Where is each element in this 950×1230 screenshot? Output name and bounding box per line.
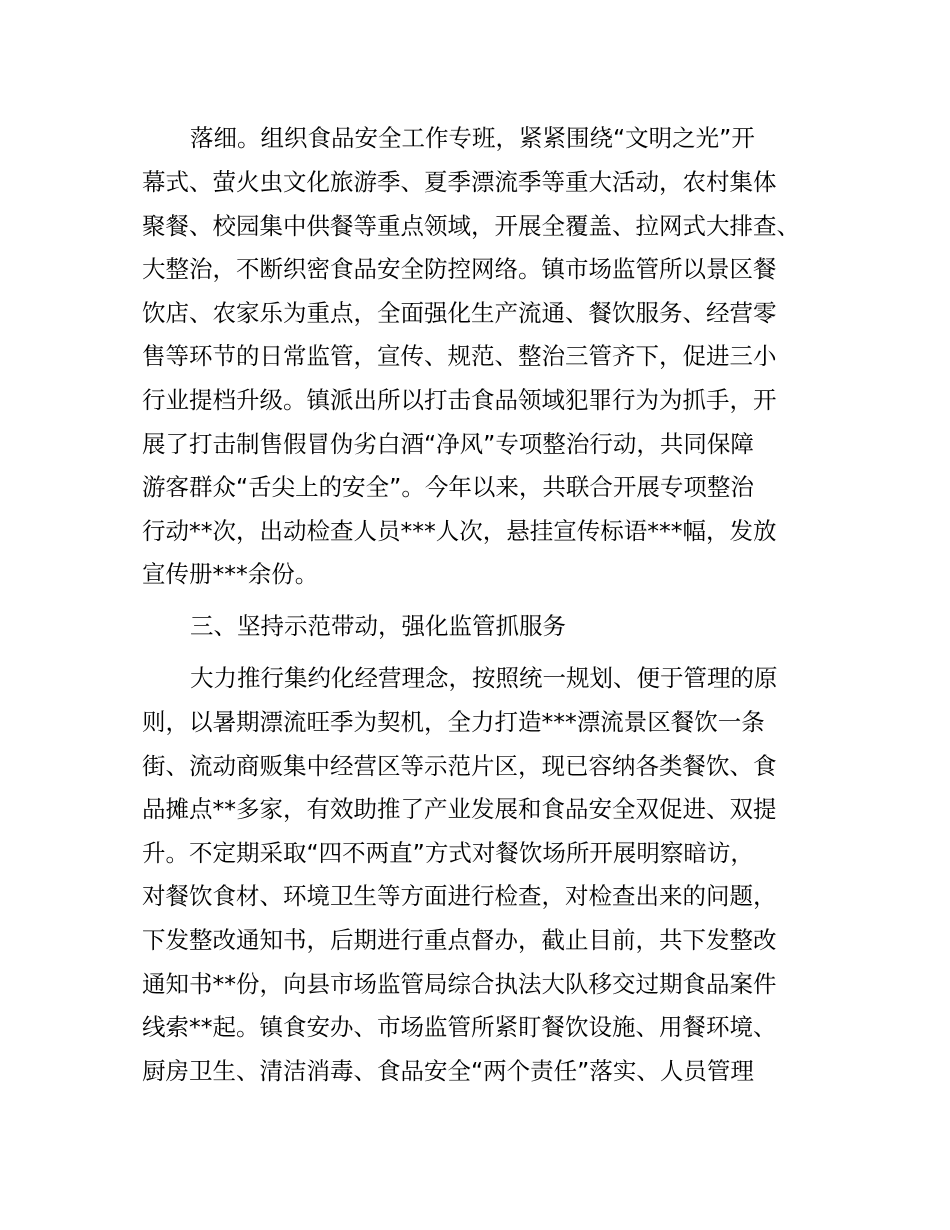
paragraph-line: 通知书**份，向县市场监管局综合执法大队移交过期食品案件 (142, 970, 777, 998)
paragraph-line: 落细。组织食品安全工作专班，紧紧围绕“文明之光”开 (190, 124, 755, 152)
paragraph-line: 品摊点**多家，有效助推了产业发展和食品安全双促进、双提 (142, 795, 777, 823)
section-heading: 三、坚持示范带动，强化监管抓服务 (190, 612, 566, 640)
paragraph-line: 聚餐、校园集中供餐等重点领域，开展全覆盖、拉网式大排查、 (142, 212, 800, 240)
paragraph-line: 大整治，不断织密食品安全防控网络。镇市场监管所以景区餐 (142, 255, 777, 283)
paragraph-line: 厨房卫生、清洁消毒、食品安全“两个责任”落实、人员管理 (142, 1057, 754, 1085)
paragraph-line: 幕式、萤火虫文化旅游季、夏季漂流季等重大活动，农村集体 (142, 168, 777, 196)
paragraph-line: 行动**次，出动检查人员***人次，悬挂宣传标语***幅，发放 (142, 517, 777, 545)
paragraph-line: 街、流动商贩集中经营区等示范片区，现已容纳各类餐饮、食 (142, 752, 777, 780)
paragraph-line: 升。不定期采取“四不两直”方式对餐饮场所开展明察暗访， (142, 839, 754, 867)
paragraph-line: 线索**起。镇食安办、市场监管所紧盯餐饮设施、用餐环境、 (142, 1013, 777, 1041)
paragraph-line: 饮店、农家乐为重点，全面强化生产流通、餐饮服务、经营零 (142, 299, 777, 327)
paragraph-line: 售等环节的日常监管，宣传、规范、整治三管齐下，促进三小 (142, 342, 777, 370)
paragraph-line: 大力推行集约化经营理念，按照统一规划、便于管理的原 (190, 664, 778, 692)
paragraph-line: 行业提档升级。镇派出所以打击食品领域犯罪行为为抓手，开 (142, 386, 777, 414)
paragraph-line: 则，以暑期漂流旺季为契机，全力打造***漂流景区餐饮一条 (142, 708, 765, 736)
paragraph-line: 对餐饮食材、环境卫生等方面进行检查，对检查出来的问题， (142, 882, 777, 910)
paragraph-line: 游客群众“舌尖上的安全”。今年以来，共联合开展专项整治 (142, 473, 754, 501)
paragraph-line: 下发整改通知书，后期进行重点督办，截止目前，共下发整改 (142, 926, 777, 954)
paragraph-line: 宣传册***余份。 (142, 560, 319, 588)
paragraph-line: 展了打击制售假冒伪劣白酒“净风”专项整治行动，共同保障 (142, 430, 754, 458)
